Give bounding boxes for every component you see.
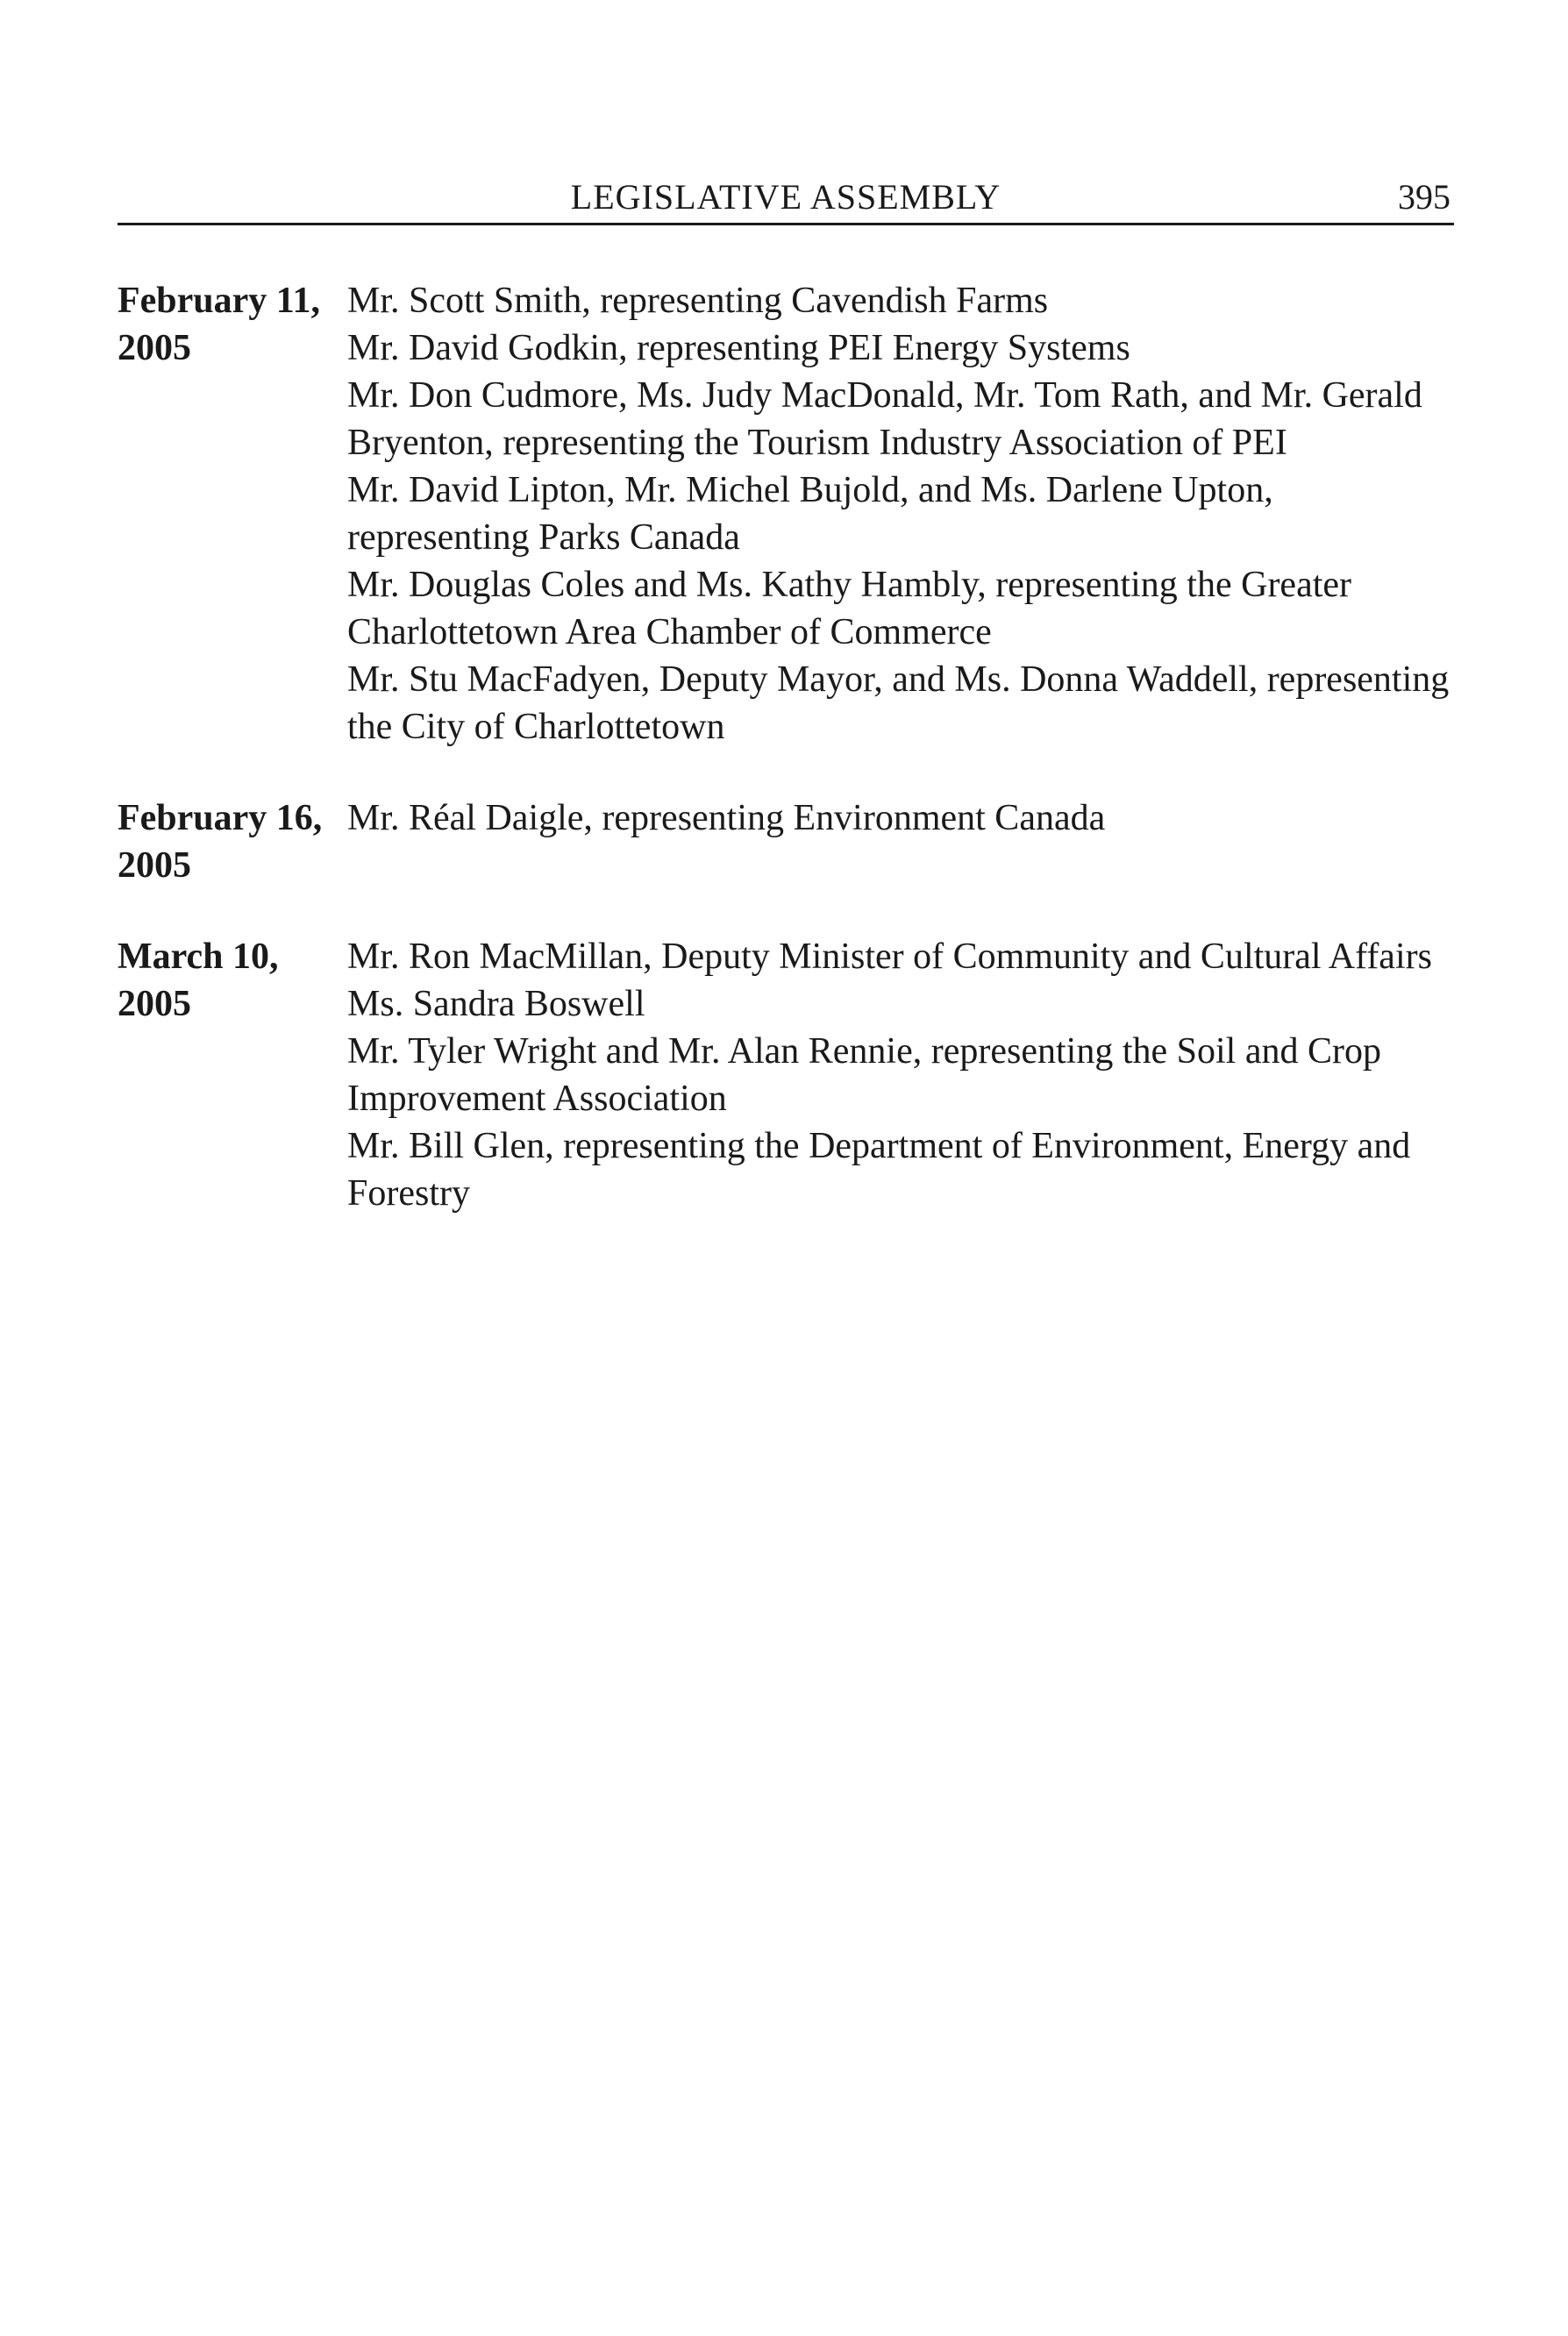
witness-entry: Mr. David Godkin, representing PEI Energy Systems	[347, 328, 1130, 368]
session-date	[118, 933, 346, 1028]
witness-entry: Mr. Bill Glen, representing the Department of Environment, Energy and Forestry	[347, 1126, 1411, 1214]
session-date	[118, 277, 346, 372]
session-feb-11	[118, 277, 1459, 751]
witness-entry: Ms. Sandra Boswell	[347, 984, 645, 1024]
session-date-year: 2005	[118, 845, 191, 886]
witness-entry: Mr. Ron MacMillan, Deputy Minister of Community and Cultural Affairs	[347, 937, 1432, 977]
session-date	[118, 794, 346, 889]
witness-entry: Mr. Don Cudmore, Ms. Judy MacDonald, Mr. Tom Rath, and Mr. Gerald Bryenton, representing the Tourism Industry Association of PEI	[347, 375, 1422, 463]
witness-entry: Mr. Stu MacFadyen, Deputy Mayor, and Ms. Donna Waddell, representing the City of Charlottetown	[347, 659, 1450, 747]
page-number: 395	[1398, 177, 1450, 217]
running-header	[118, 175, 1454, 225]
witness-entry: Mr. Réal Daigle, representing Environment Canada	[347, 798, 1106, 838]
page-header-title: LEGISLATIVE ASSEMBLY	[570, 177, 1001, 217]
witness-entry: Mr. David Lipton, Mr. Michel Bujold, and Ms. Darlene Upton, representing Parks Canada	[347, 470, 1273, 558]
session-feb-16	[118, 794, 1459, 889]
session-date-year: 2005	[118, 328, 191, 368]
witness-list	[118, 277, 1459, 1261]
witness-entries	[347, 933, 1459, 1217]
session-date-day: February 11,	[118, 281, 320, 321]
witness-entry: Mr. Tyler Wright and Mr. Alan Rennie, representing the Soil and Crop Improvement Association	[347, 1031, 1381, 1119]
witness-entries	[347, 794, 1459, 889]
session-date-year: 2005	[118, 984, 191, 1024]
witness-entry: Mr. Scott Smith, representing Cavendish Farms	[347, 281, 1049, 321]
session-date-day: February 16,	[118, 798, 323, 838]
session-date-day: March 10,	[118, 937, 279, 977]
session-mar-10	[118, 933, 1459, 1217]
witness-entry: Mr. Douglas Coles and Ms. Kathy Hambly, representing the Greater Charlottetown Area Chamber of Commerce	[347, 565, 1352, 652]
witness-entries	[347, 277, 1459, 751]
